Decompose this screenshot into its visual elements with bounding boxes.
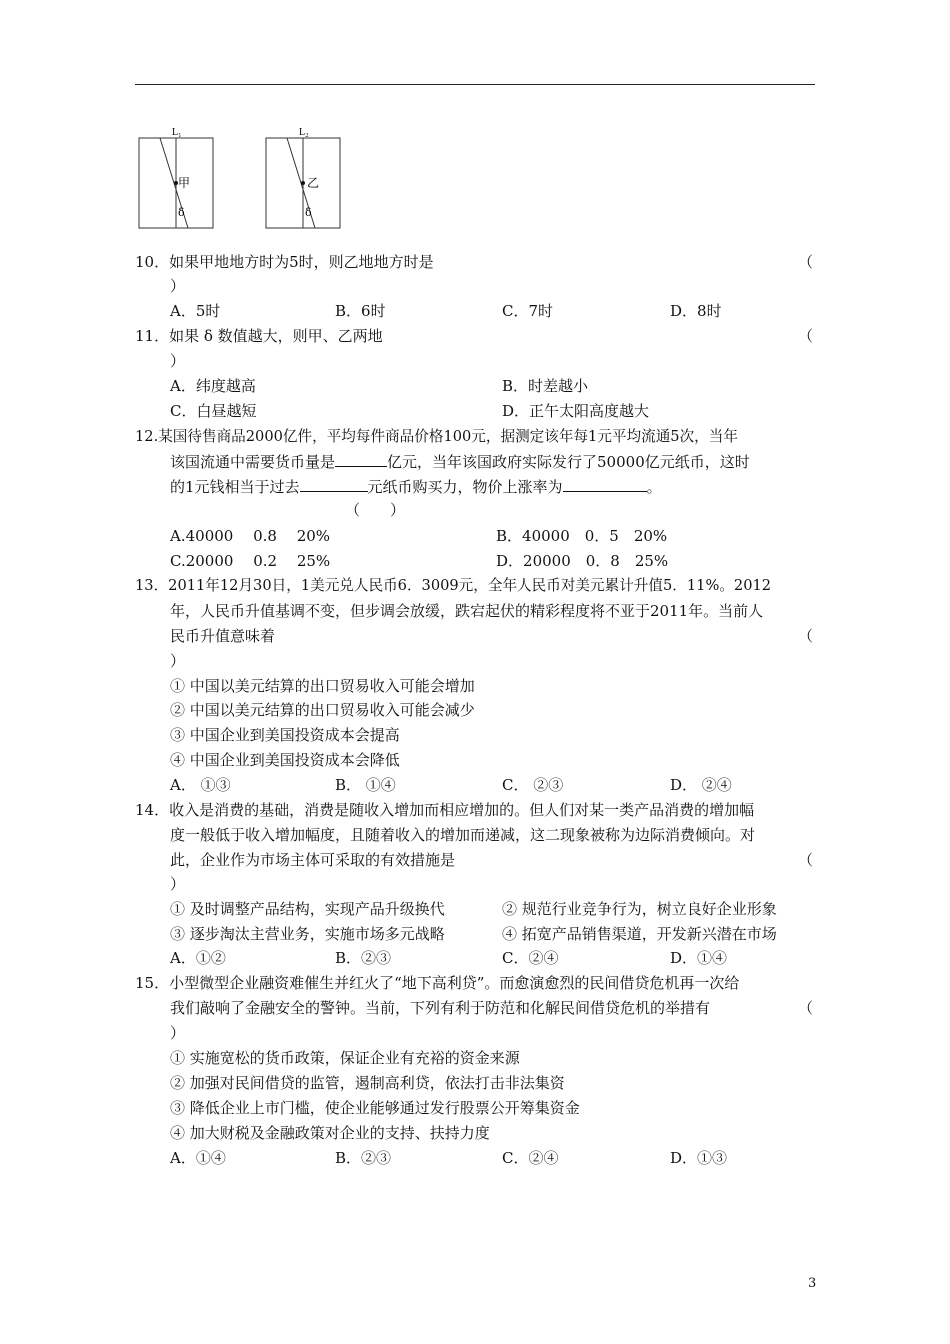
q15-line2: 我们敲响了金融安全的警钟。当前，下列有利于防范和化解民间借贷危机的举措有 xyxy=(170,999,711,1017)
q14-line1: 14．收入是消费的基础，消费是随收入增加而相应增加的。但人们对某一类产品消费的增加幅 xyxy=(135,801,755,819)
figure-left-label-top: L₁ xyxy=(172,127,182,138)
q14-paren-close: ） xyxy=(170,875,186,893)
q15-item-3: ③ 降低企业上市门槛，使企业能够通过发行股票公开筹集资金 xyxy=(170,1099,580,1117)
q12-blank-2 xyxy=(300,477,368,492)
figure-right-label-point: 乙 xyxy=(307,176,320,190)
q14-option-a: A．①② xyxy=(170,949,226,967)
q13-paren-open: （ xyxy=(798,627,814,645)
q13-line3: 民币升值意味着 xyxy=(170,627,276,645)
q10-option-a: A．5时 xyxy=(170,302,221,320)
q10-paren-open: （ xyxy=(798,253,814,271)
q15-option-c: C．②④ xyxy=(502,1149,559,1167)
q10-stem: 10．如果甲地地方时为5时，则乙地地方时是 xyxy=(135,253,434,271)
q12-line2 xyxy=(170,452,750,472)
q14-item-2: ② 规范行业竞争行为，树立良好企业形象 xyxy=(502,900,777,918)
q12-line2b: 亿元，当年该国政府实际发行了50000亿元纸币，这时 xyxy=(387,453,750,471)
q14-option-d: D．①④ xyxy=(670,949,728,967)
q10-option-d: D．8时 xyxy=(670,302,722,320)
q12-option-b: B．40000 0．5 20% xyxy=(496,527,668,545)
q15-option-b: B．②③ xyxy=(335,1149,392,1167)
q11-paren-open: （ xyxy=(798,327,814,345)
page-number: 3 xyxy=(808,1276,817,1291)
q11-option-a: A．纬度越高 xyxy=(170,377,256,395)
q12-line3a: 的1元钱相当于过去 xyxy=(170,478,300,496)
q12-paren: （ ） xyxy=(345,501,406,519)
q13-option-d: D． ②④ xyxy=(670,776,732,794)
q12-blank-1 xyxy=(335,452,387,467)
q14-option-b: B．②③ xyxy=(335,949,392,967)
q13-item-2: ② 中国以美元结算的出口贸易收入可能会减少 xyxy=(170,701,475,719)
q15-paren-close: ） xyxy=(170,1024,186,1042)
figure-right-label-delta: δ xyxy=(305,206,312,219)
q15-item-4: ④ 加大财税及金融政策对企业的支持、扶持力度 xyxy=(170,1124,490,1142)
q13-option-a: A． ①③ xyxy=(170,776,231,794)
q11-option-b: B．时差越小 xyxy=(502,377,589,395)
q12-line1: 12.某国待售商品2000亿件，平均每件商品价格100元，据测定该年每1元平均流通5次，当年 xyxy=(135,428,738,445)
figure-left-label-point: 甲 xyxy=(178,176,191,190)
q14-line3: 此，企业作为市场主体可采取的有效措施是 xyxy=(170,851,456,869)
q13-item-3: ③ 中国企业到美国投资成本会提高 xyxy=(170,726,400,744)
q10-paren-close: ） xyxy=(170,277,186,295)
q12-option-a: A.40000 0.8 20% xyxy=(170,527,331,545)
q15-option-a: A．①④ xyxy=(170,1149,226,1167)
q12-line3c: 。 xyxy=(646,478,662,496)
q12-line3b: 元纸币购买力，物价上涨率为 xyxy=(367,478,563,496)
q13-option-c: C． ②③ xyxy=(502,776,564,794)
q12-line2a: 该国流通中需要货币量是 xyxy=(170,453,336,471)
q14-option-c: C．②④ xyxy=(502,949,559,967)
q13-line2: 年，人民币升值基调不变，但步调会放缓，跌宕起伏的精彩程度将不亚于2011年。当前人 xyxy=(170,602,764,620)
q14-item-1: ① 及时调整产品结构，实现产品升级换代 xyxy=(170,900,445,918)
q10-option-b: B．6时 xyxy=(335,302,386,320)
q13-line1: 13．2011年12月30日，1美元兑人民币6．3009元，全年人民币对美元累计升值5．11%。2012 xyxy=(135,577,772,594)
q14-item-3: ③ 逐步淘汰主营业务，实施市场多元战略 xyxy=(170,925,445,943)
q14-paren-open: （ xyxy=(798,851,814,869)
q13-option-b: B． ①④ xyxy=(335,776,396,794)
q15-item-2: ② 加强对民间借贷的监管，遏制高利贷，依法打击非法集资 xyxy=(170,1074,565,1092)
q13-paren-close: ） xyxy=(170,652,186,670)
q13-item-4: ④ 中国企业到美国投资成本会降低 xyxy=(170,751,400,769)
q15-line1: 15．小型微型企业融资难催生并红火了“地下高利贷”。而愈演愈烈的民间借贷危机再一次给 xyxy=(135,974,740,992)
q12-option-c: C.20000 0.2 25% xyxy=(170,552,331,570)
q11-paren-close: ） xyxy=(170,352,186,370)
q11-option-c: C．白昼越短 xyxy=(170,402,257,420)
q14-item-4: ④ 拓宽产品销售渠道，开发新兴潜在市场 xyxy=(502,925,777,943)
q13-item-1: ① 中国以美元结算的出口贸易收入可能会增加 xyxy=(170,677,475,695)
q15-option-d: D．①③ xyxy=(670,1149,728,1167)
q12-option-d: D．20000 0．8 25% xyxy=(496,552,669,570)
q15-item-1: ① 实施宽松的货币政策，保证企业有充裕的资金来源 xyxy=(170,1049,520,1067)
q11-option-d: D．正午太阳高度越大 xyxy=(502,402,650,420)
q12-line3 xyxy=(170,477,662,497)
figure-right-label-top: L₂ xyxy=(299,127,309,138)
q12-blank-3 xyxy=(563,477,647,492)
figure-left-label-delta: δ xyxy=(178,206,185,219)
q15-paren-open: （ xyxy=(798,999,814,1017)
q10-option-c: C．7时 xyxy=(502,302,554,320)
q11-stem: 11．如果 δ 数值越大，则甲、乙两地 xyxy=(135,327,383,345)
q14-line2: 度一般低于收入增加幅度，且随着收入的增加而递减，这二现象被称为边际消费倾向。对 xyxy=(170,826,756,844)
